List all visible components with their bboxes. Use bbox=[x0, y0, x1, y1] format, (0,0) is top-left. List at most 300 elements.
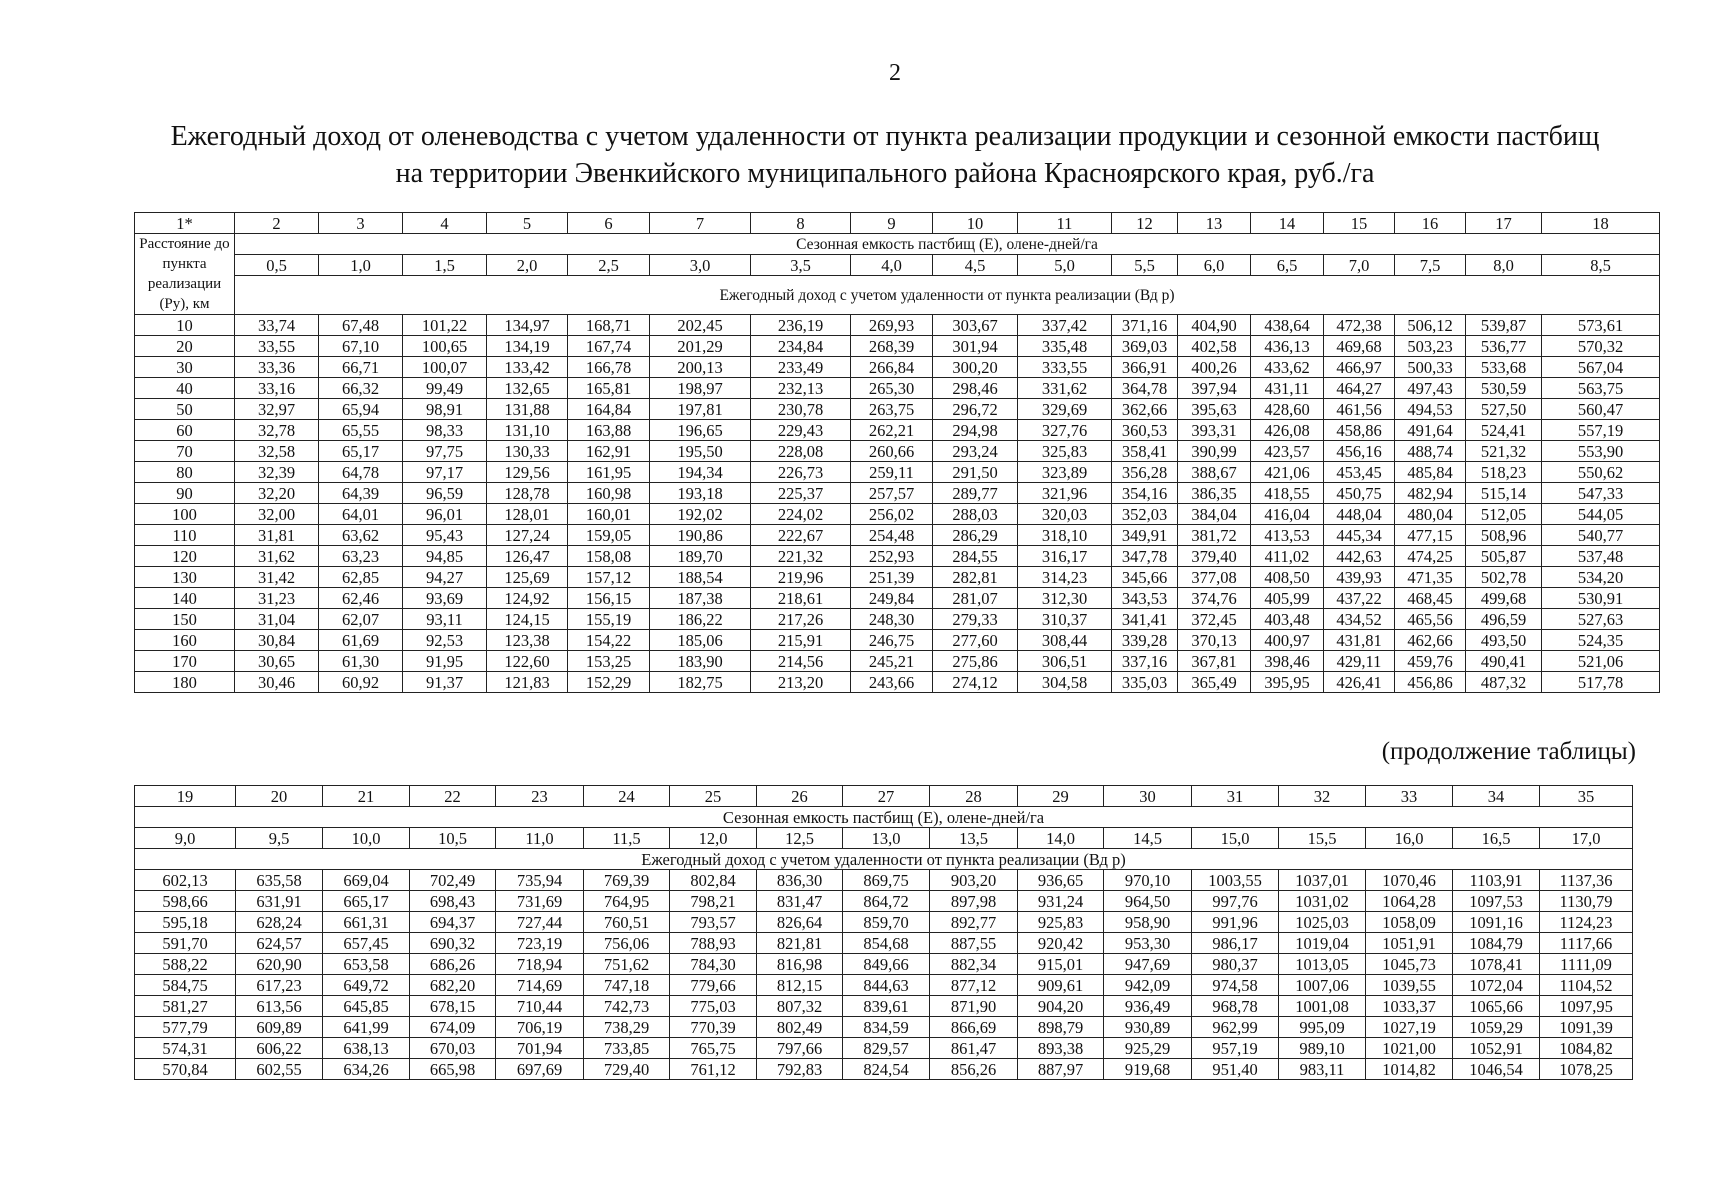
income-value: 126,47 bbox=[487, 546, 568, 567]
income-value: 957,19 bbox=[1192, 1038, 1279, 1059]
capacity-value: 0,5 bbox=[235, 255, 319, 276]
income-value: 163,88 bbox=[568, 420, 650, 441]
income-value: 66,32 bbox=[319, 378, 403, 399]
income-value: 503,23 bbox=[1395, 336, 1466, 357]
income-value: 393,31 bbox=[1178, 420, 1251, 441]
income-value: 1025,03 bbox=[1279, 912, 1366, 933]
income-value: 635,58 bbox=[236, 870, 323, 891]
income-value: 335,03 bbox=[1112, 672, 1178, 693]
income-value: 989,10 bbox=[1279, 1038, 1366, 1059]
income-value: 471,35 bbox=[1395, 567, 1466, 588]
income-value: 1097,95 bbox=[1540, 996, 1633, 1017]
income-value: 459,76 bbox=[1395, 651, 1466, 672]
income-value: 130,33 bbox=[487, 441, 568, 462]
income-value: 400,97 bbox=[1251, 630, 1324, 651]
income-value: 123,38 bbox=[487, 630, 568, 651]
income-value: 1097,53 bbox=[1453, 891, 1540, 912]
income-value: 314,23 bbox=[1018, 567, 1112, 588]
income-value: 423,57 bbox=[1251, 441, 1324, 462]
income-table-part-2 bbox=[134, 785, 1633, 1080]
income-value: 824,54 bbox=[843, 1059, 930, 1080]
income-value: 887,55 bbox=[930, 933, 1018, 954]
income-value: 277,60 bbox=[933, 630, 1018, 651]
income-header: Ежегодный доход с учетом удаленности от пункта реализации (Вд р) bbox=[235, 276, 1660, 315]
capacity-value: 7,5 bbox=[1395, 255, 1466, 276]
income-value: 156,15 bbox=[568, 588, 650, 609]
income-value: 252,93 bbox=[851, 546, 933, 567]
capacity-value: 16,0 bbox=[1366, 828, 1453, 849]
income-value: 760,51 bbox=[584, 912, 670, 933]
income-value: 161,95 bbox=[568, 462, 650, 483]
income-value: 32,00 bbox=[235, 504, 319, 525]
distance-cell: 180 bbox=[135, 672, 235, 693]
income-value: 649,72 bbox=[323, 975, 410, 996]
income-value: 1103,91 bbox=[1453, 870, 1540, 891]
income-value: 518,23 bbox=[1466, 462, 1542, 483]
income-value: 388,67 bbox=[1178, 462, 1251, 483]
income-value: 584,75 bbox=[135, 975, 236, 996]
income-value: 764,95 bbox=[584, 891, 670, 912]
income-value: 337,42 bbox=[1018, 315, 1112, 336]
income-value: 158,08 bbox=[568, 546, 650, 567]
income-value: 251,39 bbox=[851, 567, 933, 588]
income-value: 219,96 bbox=[751, 567, 851, 588]
income-value: 32,39 bbox=[235, 462, 319, 483]
capacity-value: 1,0 bbox=[319, 255, 403, 276]
income-value: 298,46 bbox=[933, 378, 1018, 399]
income-value: 980,37 bbox=[1192, 954, 1279, 975]
table-row bbox=[135, 996, 1633, 1017]
table-row bbox=[135, 651, 1660, 672]
income-value: 374,76 bbox=[1178, 588, 1251, 609]
income-value: 747,18 bbox=[584, 975, 670, 996]
income-value: 1007,06 bbox=[1279, 975, 1366, 996]
capacity-value: 11,0 bbox=[496, 828, 584, 849]
capacity-value: 13,5 bbox=[930, 828, 1018, 849]
income-value: 491,64 bbox=[1395, 420, 1466, 441]
income-value: 416,04 bbox=[1251, 504, 1324, 525]
income-value: 834,59 bbox=[843, 1017, 930, 1038]
income-value: 62,46 bbox=[319, 588, 403, 609]
income-value: 66,71 bbox=[319, 357, 403, 378]
income-value: 1111,09 bbox=[1540, 954, 1633, 975]
income-value: 333,55 bbox=[1018, 357, 1112, 378]
income-value: 1027,19 bbox=[1366, 1017, 1453, 1038]
income-value: 304,58 bbox=[1018, 672, 1112, 693]
table-row bbox=[135, 672, 1660, 693]
income-value: 751,62 bbox=[584, 954, 670, 975]
income-value: 844,63 bbox=[843, 975, 930, 996]
income-value: 134,19 bbox=[487, 336, 568, 357]
column-number: 32 bbox=[1279, 786, 1366, 807]
income-value: 448,04 bbox=[1324, 504, 1395, 525]
income-value: 524,41 bbox=[1466, 420, 1542, 441]
income-value: 254,48 bbox=[851, 525, 933, 546]
income-value: 638,13 bbox=[323, 1038, 410, 1059]
income-value: 224,02 bbox=[751, 504, 851, 525]
column-number: 24 bbox=[584, 786, 670, 807]
income-value: 951,40 bbox=[1192, 1059, 1279, 1080]
distance-cell: 130 bbox=[135, 567, 235, 588]
income-value: 792,83 bbox=[757, 1059, 843, 1080]
income-value: 1072,04 bbox=[1453, 975, 1540, 996]
income-value: 193,18 bbox=[650, 483, 751, 504]
income-value: 893,38 bbox=[1018, 1038, 1104, 1059]
income-value: 690,32 bbox=[410, 933, 496, 954]
table-row bbox=[135, 567, 1660, 588]
income-value: 831,47 bbox=[757, 891, 843, 912]
income-value: 99,49 bbox=[403, 378, 487, 399]
capacity-value: 5,5 bbox=[1112, 255, 1178, 276]
table-row bbox=[135, 441, 1660, 462]
income-value: 341,41 bbox=[1112, 609, 1178, 630]
distance-cell: 150 bbox=[135, 609, 235, 630]
capacity-values-row bbox=[135, 828, 1633, 849]
income-value: 456,86 bbox=[1395, 672, 1466, 693]
income-value: 807,32 bbox=[757, 996, 843, 1017]
column-number: 7 bbox=[650, 213, 751, 234]
income-value: 94,27 bbox=[403, 567, 487, 588]
income-value: 196,65 bbox=[650, 420, 751, 441]
income-value: 1021,00 bbox=[1366, 1038, 1453, 1059]
income-value: 727,44 bbox=[496, 912, 584, 933]
income-value: 286,29 bbox=[933, 525, 1018, 546]
income-value: 968,78 bbox=[1192, 996, 1279, 1017]
income-value: 530,91 bbox=[1542, 588, 1660, 609]
income-value: 769,39 bbox=[584, 870, 670, 891]
income-value: 31,42 bbox=[235, 567, 319, 588]
income-value: 265,30 bbox=[851, 378, 933, 399]
income-value: 877,12 bbox=[930, 975, 1018, 996]
income-value: 553,90 bbox=[1542, 441, 1660, 462]
income-value: 260,66 bbox=[851, 441, 933, 462]
income-value: 190,86 bbox=[650, 525, 751, 546]
income-value: 183,90 bbox=[650, 651, 751, 672]
income-value: 366,91 bbox=[1112, 357, 1178, 378]
income-value: 930,89 bbox=[1104, 1017, 1192, 1038]
income-value: 268,39 bbox=[851, 336, 933, 357]
income-value: 482,94 bbox=[1395, 483, 1466, 504]
income-value: 335,48 bbox=[1018, 336, 1112, 357]
income-value: 325,83 bbox=[1018, 441, 1112, 462]
income-value: 331,62 bbox=[1018, 378, 1112, 399]
column-number: 15 bbox=[1324, 213, 1395, 234]
income-value: 124,15 bbox=[487, 609, 568, 630]
income-value: 493,50 bbox=[1466, 630, 1542, 651]
column-number: 21 bbox=[323, 786, 410, 807]
table-row bbox=[135, 891, 1633, 912]
income-value: 887,97 bbox=[1018, 1059, 1104, 1080]
income-value: 1064,28 bbox=[1366, 891, 1453, 912]
income-value: 128,78 bbox=[487, 483, 568, 504]
income-value: 1037,01 bbox=[1279, 870, 1366, 891]
income-value: 98,33 bbox=[403, 420, 487, 441]
table-row bbox=[135, 609, 1660, 630]
capacity-header-row bbox=[135, 807, 1633, 828]
income-value: 343,53 bbox=[1112, 588, 1178, 609]
capacity-value: 12,5 bbox=[757, 828, 843, 849]
column-number: 27 bbox=[843, 786, 930, 807]
income-value: 221,32 bbox=[751, 546, 851, 567]
income-value: 1130,79 bbox=[1540, 891, 1633, 912]
column-number: 6 bbox=[568, 213, 650, 234]
income-value: 697,69 bbox=[496, 1059, 584, 1080]
income-value: 958,90 bbox=[1104, 912, 1192, 933]
income-value: 661,31 bbox=[323, 912, 410, 933]
income-value: 609,89 bbox=[236, 1017, 323, 1038]
income-value: 405,99 bbox=[1251, 588, 1324, 609]
income-value: 306,51 bbox=[1018, 651, 1112, 672]
table-continuation-label: (продолжение таблицы) bbox=[1381, 738, 1636, 765]
column-number: 26 bbox=[757, 786, 843, 807]
income-value: 222,67 bbox=[751, 525, 851, 546]
income-value: 201,29 bbox=[650, 336, 751, 357]
capacity-value: 14,5 bbox=[1104, 828, 1192, 849]
income-value: 733,85 bbox=[584, 1038, 670, 1059]
income-value: 995,09 bbox=[1279, 1017, 1366, 1038]
income-value: 866,69 bbox=[930, 1017, 1018, 1038]
income-value: 682,20 bbox=[410, 975, 496, 996]
income-value: 360,53 bbox=[1112, 420, 1178, 441]
income-value: 588,22 bbox=[135, 954, 236, 975]
table-row bbox=[135, 357, 1660, 378]
column-number: 12 bbox=[1112, 213, 1178, 234]
income-value: 536,77 bbox=[1466, 336, 1542, 357]
column-number: 4 bbox=[403, 213, 487, 234]
income-value: 925,83 bbox=[1018, 912, 1104, 933]
income-value: 631,91 bbox=[236, 891, 323, 912]
income-value: 718,94 bbox=[496, 954, 584, 975]
column-number: 2 bbox=[235, 213, 319, 234]
income-value: 263,75 bbox=[851, 399, 933, 420]
column-number: 31 bbox=[1192, 786, 1279, 807]
distance-cell: 90 bbox=[135, 483, 235, 504]
income-value: 1084,79 bbox=[1453, 933, 1540, 954]
income-value: 812,15 bbox=[757, 975, 843, 996]
income-value: 61,69 bbox=[319, 630, 403, 651]
income-value: 160,98 bbox=[568, 483, 650, 504]
capacity-value: 10,5 bbox=[410, 828, 496, 849]
income-value: 152,29 bbox=[568, 672, 650, 693]
income-value: 947,69 bbox=[1104, 954, 1192, 975]
income-value: 991,96 bbox=[1192, 912, 1279, 933]
income-value: 400,26 bbox=[1178, 357, 1251, 378]
income-value: 316,17 bbox=[1018, 546, 1112, 567]
income-value: 560,47 bbox=[1542, 399, 1660, 420]
income-value: 284,55 bbox=[933, 546, 1018, 567]
income-value: 162,91 bbox=[568, 441, 650, 462]
income-value: 962,99 bbox=[1192, 1017, 1279, 1038]
income-value: 214,56 bbox=[751, 651, 851, 672]
income-value: 892,77 bbox=[930, 912, 1018, 933]
income-value: 539,87 bbox=[1466, 315, 1542, 336]
income-value: 469,68 bbox=[1324, 336, 1395, 357]
income-value: 160,01 bbox=[568, 504, 650, 525]
income-value: 802,49 bbox=[757, 1017, 843, 1038]
income-value: 245,21 bbox=[851, 651, 933, 672]
income-value: 436,13 bbox=[1251, 336, 1324, 357]
income-value: 64,39 bbox=[319, 483, 403, 504]
income-value: 30,65 bbox=[235, 651, 319, 672]
income-value: 665,98 bbox=[410, 1059, 496, 1080]
table-row bbox=[135, 399, 1660, 420]
income-value: 413,53 bbox=[1251, 525, 1324, 546]
column-number: 10 bbox=[933, 213, 1018, 234]
income-value: 218,61 bbox=[751, 588, 851, 609]
table-row bbox=[135, 525, 1660, 546]
income-value: 864,72 bbox=[843, 891, 930, 912]
income-value: 897,98 bbox=[930, 891, 1018, 912]
column-number: 9 bbox=[851, 213, 933, 234]
income-value: 320,03 bbox=[1018, 504, 1112, 525]
income-value: 983,11 bbox=[1279, 1059, 1366, 1080]
income-value: 291,50 bbox=[933, 462, 1018, 483]
distance-cell: 160 bbox=[135, 630, 235, 651]
distance-cell: 140 bbox=[135, 588, 235, 609]
income-value: 352,03 bbox=[1112, 504, 1178, 525]
income-value: 882,34 bbox=[930, 954, 1018, 975]
table-row bbox=[135, 1038, 1633, 1059]
income-value: 788,93 bbox=[670, 933, 757, 954]
table-row bbox=[135, 504, 1660, 525]
capacity-values-row bbox=[135, 255, 1660, 276]
income-value: 793,57 bbox=[670, 912, 757, 933]
income-value: 266,84 bbox=[851, 357, 933, 378]
income-value: 517,78 bbox=[1542, 672, 1660, 693]
income-value: 132,65 bbox=[487, 378, 568, 399]
income-value: 530,59 bbox=[1466, 378, 1542, 399]
income-value: 226,73 bbox=[751, 462, 851, 483]
income-value: 95,43 bbox=[403, 525, 487, 546]
income-value: 426,41 bbox=[1324, 672, 1395, 693]
income-value: 567,04 bbox=[1542, 357, 1660, 378]
income-value: 1137,36 bbox=[1540, 870, 1633, 891]
capacity-value: 15,0 bbox=[1192, 828, 1279, 849]
income-value: 308,44 bbox=[1018, 630, 1112, 651]
income-value: 301,94 bbox=[933, 336, 1018, 357]
income-value: 377,08 bbox=[1178, 567, 1251, 588]
income-value: 281,07 bbox=[933, 588, 1018, 609]
income-value: 464,27 bbox=[1324, 378, 1395, 399]
income-value: 64,01 bbox=[319, 504, 403, 525]
income-value: 356,28 bbox=[1112, 462, 1178, 483]
income-value: 849,66 bbox=[843, 954, 930, 975]
income-header-row bbox=[135, 276, 1660, 294]
income-value: 606,22 bbox=[236, 1038, 323, 1059]
income-value: 182,75 bbox=[650, 672, 751, 693]
income-value: 856,26 bbox=[930, 1059, 1018, 1080]
table-row bbox=[135, 912, 1633, 933]
capacity-value: 9,0 bbox=[135, 828, 236, 849]
income-value: 215,91 bbox=[751, 630, 851, 651]
income-value: 521,32 bbox=[1466, 441, 1542, 462]
income-value: 243,66 bbox=[851, 672, 933, 693]
income-value: 131,88 bbox=[487, 399, 568, 420]
income-value: 450,75 bbox=[1324, 483, 1395, 504]
income-value: 915,01 bbox=[1018, 954, 1104, 975]
income-value: 96,01 bbox=[403, 504, 487, 525]
income-value: 33,55 bbox=[235, 336, 319, 357]
income-value: 702,49 bbox=[410, 870, 496, 891]
income-value: 617,23 bbox=[236, 975, 323, 996]
income-value: 456,16 bbox=[1324, 441, 1395, 462]
income-value: 903,20 bbox=[930, 870, 1018, 891]
income-value: 477,15 bbox=[1395, 525, 1466, 546]
income-value: 770,39 bbox=[670, 1017, 757, 1038]
income-value: 686,26 bbox=[410, 954, 496, 975]
column-number-row bbox=[135, 786, 1633, 807]
income-value: 869,75 bbox=[843, 870, 930, 891]
income-value: 437,22 bbox=[1324, 588, 1395, 609]
income-value: 202,45 bbox=[650, 315, 751, 336]
income-value: 164,84 bbox=[568, 399, 650, 420]
income-value: 497,43 bbox=[1395, 378, 1466, 399]
income-value: 1051,91 bbox=[1366, 933, 1453, 954]
income-value: 816,98 bbox=[757, 954, 843, 975]
income-value: 756,06 bbox=[584, 933, 670, 954]
income-value: 65,17 bbox=[319, 441, 403, 462]
capacity-value: 16,5 bbox=[1453, 828, 1540, 849]
income-value: 60,92 bbox=[319, 672, 403, 693]
income-value: 964,50 bbox=[1104, 891, 1192, 912]
income-value: 909,61 bbox=[1018, 975, 1104, 996]
income-value: 674,09 bbox=[410, 1017, 496, 1038]
row-label-header: Расстояние до пункта реализации (Ру), км bbox=[135, 234, 235, 315]
income-value: 257,57 bbox=[851, 483, 933, 504]
income-value: 1078,25 bbox=[1540, 1059, 1633, 1080]
table-row bbox=[135, 975, 1633, 996]
income-value: 854,68 bbox=[843, 933, 930, 954]
income-value: 65,94 bbox=[319, 399, 403, 420]
income-value: 904,20 bbox=[1018, 996, 1104, 1017]
income-value: 761,12 bbox=[670, 1059, 757, 1080]
income-value: 986,17 bbox=[1192, 933, 1279, 954]
income-value: 602,55 bbox=[236, 1059, 323, 1080]
income-value: 403,48 bbox=[1251, 609, 1324, 630]
income-value: 230,78 bbox=[751, 399, 851, 420]
income-value: 228,08 bbox=[751, 441, 851, 462]
income-value: 397,94 bbox=[1178, 378, 1251, 399]
income-value: 67,48 bbox=[319, 315, 403, 336]
income-value: 1014,82 bbox=[1366, 1059, 1453, 1080]
income-value: 98,91 bbox=[403, 399, 487, 420]
income-value: 527,63 bbox=[1542, 609, 1660, 630]
income-value: 1117,66 bbox=[1540, 933, 1633, 954]
capacity-header-row bbox=[135, 234, 1660, 255]
income-value: 577,79 bbox=[135, 1017, 236, 1038]
income-value: 269,93 bbox=[851, 315, 933, 336]
column-number: 11 bbox=[1018, 213, 1112, 234]
income-value: 678,15 bbox=[410, 996, 496, 1017]
income-value: 506,12 bbox=[1395, 315, 1466, 336]
column-number: 28 bbox=[930, 786, 1018, 807]
income-value: 233,49 bbox=[751, 357, 851, 378]
income-value: 379,40 bbox=[1178, 546, 1251, 567]
income-value: 670,03 bbox=[410, 1038, 496, 1059]
income-value: 323,89 bbox=[1018, 462, 1112, 483]
income-value: 426,08 bbox=[1251, 420, 1324, 441]
income-value: 829,57 bbox=[843, 1038, 930, 1059]
income-value: 125,69 bbox=[487, 567, 568, 588]
income-value: 487,32 bbox=[1466, 672, 1542, 693]
income-value: 581,27 bbox=[135, 996, 236, 1017]
income-value: 544,05 bbox=[1542, 504, 1660, 525]
income-value: 65,55 bbox=[319, 420, 403, 441]
income-value: 490,41 bbox=[1466, 651, 1542, 672]
income-table-part-1 bbox=[134, 212, 1660, 693]
income-value: 347,78 bbox=[1112, 546, 1178, 567]
income-value: 94,85 bbox=[403, 546, 487, 567]
